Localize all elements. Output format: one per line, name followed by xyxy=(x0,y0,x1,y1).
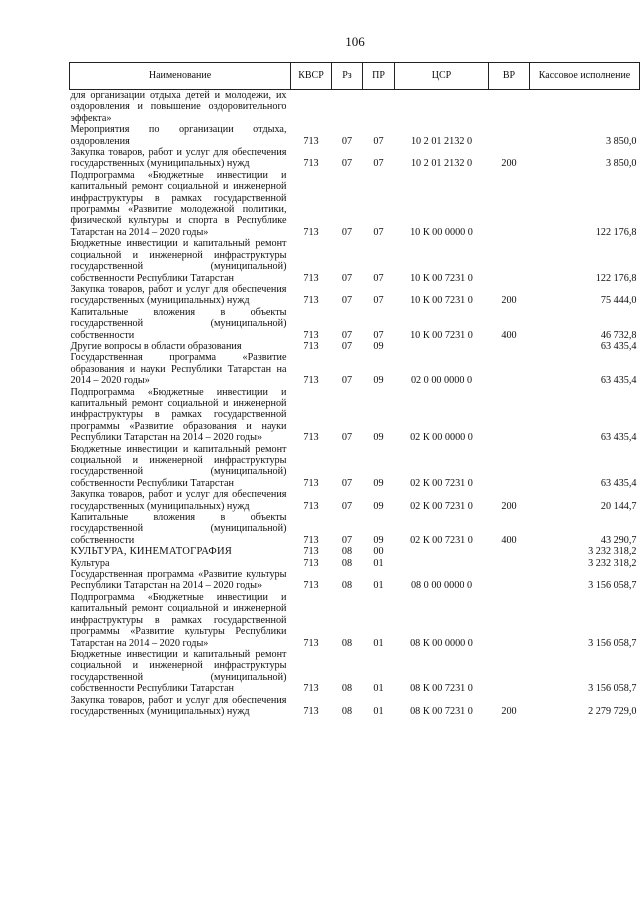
cell-sum: 3 850,0 xyxy=(605,158,637,170)
cell-rz: 07 xyxy=(341,329,353,341)
cell-pr: 09 xyxy=(373,375,384,387)
cell-pr: 09 xyxy=(373,500,384,512)
table-row xyxy=(70,124,640,147)
cell-name: Государственная программа «Развитие образования и науки Республики Татарстан на 2014 – 2020 годы» xyxy=(70,352,287,387)
cell-kvsr: 713 xyxy=(303,683,319,695)
cell-csr: 08 К 00 7231 0 xyxy=(410,683,473,695)
cell-kvsr: 713 xyxy=(303,272,319,284)
cell-name: Капитальные вложения в объекты государственной (муниципальной) собственности xyxy=(70,512,287,546)
cell-vr xyxy=(489,444,530,490)
budget-table-container xyxy=(69,62,639,717)
cell-sum: 3 850,0 xyxy=(605,135,637,147)
cell-name: Закупка товаров, работ и услуг для обеспечения государственных (муниципальных) нужд xyxy=(70,489,287,512)
cell-vr xyxy=(489,170,530,238)
table-row xyxy=(70,444,640,490)
cell-vr xyxy=(489,387,530,444)
cell-name: Подпрограмма «Бюджетные инвестиции и капитальный ремонт социальной и инженерной инфраструктуры в рамках государственной программы «Развитие молодежной политики, физической культуры и спорта в Республике Татарстан на 2014 – 2020 годы» xyxy=(70,169,287,238)
cell-rz: 07 xyxy=(341,375,353,387)
cell-csr: 02 К 00 0000 0 xyxy=(410,432,473,444)
cell-pr: 09 xyxy=(373,477,384,489)
table-row xyxy=(70,307,640,341)
cell-csr xyxy=(395,558,489,569)
cell-name: Закупка товаров, работ и услуг для обеспечения государственных (муниципальных) нужд xyxy=(70,147,287,170)
cell-name: Закупка товаров, работ и услуг для обеспечения государственных (муниципальных) нужд xyxy=(70,694,287,717)
header-pr: ПР xyxy=(363,63,395,90)
cell-sum: 122 176,8 xyxy=(595,226,637,238)
cell-kvsr: 713 xyxy=(303,500,319,512)
cell-rz: 07 xyxy=(341,135,353,147)
header-vr: ВР xyxy=(489,63,530,90)
cell-vr: 200 xyxy=(501,500,517,512)
cell-kvsr: 713 xyxy=(303,226,319,238)
cell-csr: 10 К 00 7231 0 xyxy=(410,329,473,341)
cell-vr xyxy=(489,649,530,695)
cell-pr: 07 xyxy=(373,226,384,238)
budget-table xyxy=(69,62,640,717)
cell-csr: 08 К 00 7231 0 xyxy=(410,705,473,717)
header-csr: ЦСР xyxy=(395,63,489,90)
cell-sum: 63 435,4 xyxy=(600,375,637,387)
cell-vr xyxy=(489,352,530,386)
cell-pr: 07 xyxy=(373,329,384,341)
cell-name: Государственная программа «Развитие культуры Республики Татарстан на 2014 – 2020 годы» xyxy=(70,569,287,592)
table-row xyxy=(70,558,640,569)
cell-rz xyxy=(332,90,363,125)
cell-rz: 07 xyxy=(341,226,353,238)
cell-kvsr: 713 xyxy=(303,158,319,170)
cell-pr: 09 xyxy=(373,432,384,444)
cell-sum xyxy=(530,90,640,125)
cell-kvsr: 713 xyxy=(303,557,319,569)
cell-pr: 01 xyxy=(373,557,384,569)
cell-sum: 75 444,0 xyxy=(600,295,637,307)
table-row xyxy=(70,512,640,546)
cell-pr: 07 xyxy=(373,158,384,170)
cell-name: Капитальные вложения в объекты государственной (муниципальной) собственности xyxy=(70,306,287,341)
cell-sum: 122 176,8 xyxy=(595,272,637,284)
cell-vr xyxy=(489,341,530,352)
cell-pr: 07 xyxy=(373,272,384,284)
cell-pr: 01 xyxy=(373,580,384,592)
cell-vr xyxy=(489,238,530,284)
cell-vr xyxy=(489,90,530,125)
header-rz: Рз xyxy=(332,63,363,90)
table-row xyxy=(70,387,640,444)
cell-name: Закупка товаров, работ и услуг для обеспечения государственных (муниципальных) нужд xyxy=(70,283,287,307)
cell-kvsr: 713 xyxy=(303,477,319,489)
cell-sum: 20 144,7 xyxy=(600,500,637,512)
cell-pr: 01 xyxy=(373,683,384,695)
cell-sum: 3 156 058,7 xyxy=(588,683,637,695)
table-row xyxy=(70,695,640,718)
cell-kvsr: 713 xyxy=(303,340,319,352)
cell-name: Другие вопросы в области образования xyxy=(70,340,242,352)
cell-sum: 3 156 058,7 xyxy=(588,637,637,649)
table-row xyxy=(70,489,640,512)
cell-kvsr: 713 xyxy=(303,637,319,649)
cell-sum: 43 290,7 xyxy=(600,534,637,546)
cell-sum: 63 435,4 xyxy=(600,477,637,489)
cell-csr xyxy=(395,90,489,125)
cell-rz: 07 xyxy=(341,158,353,170)
cell-sum: 3 232 318,2 xyxy=(588,546,637,558)
table-row xyxy=(70,592,640,649)
cell-kvsr xyxy=(291,90,332,125)
cell-vr: 400 xyxy=(501,534,517,546)
table-row xyxy=(70,352,640,386)
cell-vr xyxy=(489,124,530,147)
cell-csr: 02 0 00 0000 0 xyxy=(410,375,473,387)
cell-name: Подпрограмма «Бюджетные инвестиции и капитальный ремонт социальной и инженерной инфраструктуры в рамках государственной программы «Развитие культуры Республики Татарстан на 2014 – 2020 годы» xyxy=(70,591,287,649)
cell-vr xyxy=(489,558,530,569)
cell-pr: 07 xyxy=(373,295,384,307)
cell-name: Бюджетные инвестиции и капитальный ремонт социальной и инженерной инфраструктуры государственной (муниципальной) собственности Республики Татарстан xyxy=(70,443,287,489)
cell-kvsr: 713 xyxy=(303,135,319,147)
cell-vr xyxy=(489,592,530,649)
cell-rz: 07 xyxy=(341,500,353,512)
cell-kvsr: 713 xyxy=(303,295,319,307)
cell-kvsr: 713 xyxy=(303,705,319,717)
header-row xyxy=(70,63,640,90)
cell-csr: 10 2 01 2132 0 xyxy=(410,135,473,147)
cell-rz: 08 xyxy=(341,546,353,558)
cell-rz: 08 xyxy=(341,705,353,717)
table-row xyxy=(70,569,640,592)
cell-csr xyxy=(395,546,489,557)
cell-vr: 400 xyxy=(501,329,517,341)
cell-csr: 08 0 00 0000 0 xyxy=(410,580,473,592)
cell-name: Культура xyxy=(70,557,110,569)
cell-rz: 07 xyxy=(341,272,353,284)
table-row xyxy=(70,284,640,307)
cell-kvsr: 713 xyxy=(303,534,319,546)
table-row xyxy=(70,170,640,238)
table-row xyxy=(70,90,640,125)
cell-sum: 3 156 058,7 xyxy=(588,580,637,592)
table-row xyxy=(70,238,640,284)
cell-pr: 09 xyxy=(373,534,384,546)
table-row xyxy=(70,546,640,557)
cell-rz: 08 xyxy=(341,557,353,569)
cell-csr xyxy=(395,341,489,352)
cell-csr: 10 К 00 7231 0 xyxy=(410,272,473,284)
cell-pr: 07 xyxy=(373,135,384,147)
cell-sum: 3 232 318,2 xyxy=(588,557,637,569)
cell-csr: 02 К 00 7231 0 xyxy=(410,500,473,512)
header-name: Наименование xyxy=(70,63,291,90)
cell-name: Бюджетные инвестиции и капитальный ремонт социальной и инженерной инфраструктуры государственной (муниципальной) собственности Республики Татарстан xyxy=(70,238,287,284)
cell-kvsr: 713 xyxy=(303,329,319,341)
cell-csr: 02 К 00 7231 0 xyxy=(410,534,473,546)
cell-kvsr: 713 xyxy=(303,546,319,558)
cell-vr: 200 xyxy=(501,705,517,717)
cell-rz: 07 xyxy=(341,432,353,444)
cell-rz: 08 xyxy=(341,637,353,649)
cell-name: для организации отдыха детей и молодежи, их оздоровления и повышение оздоровительного эффекта» xyxy=(70,90,287,124)
cell-name: Бюджетные инвестиции и капитальный ремонт социальной и инженерной инфраструктуры государственной (муниципальной) собственности Республики Татарстан xyxy=(70,648,287,695)
table-row xyxy=(70,147,640,170)
cell-sum: 63 435,4 xyxy=(600,432,637,444)
cell-csr: 10 К 00 0000 0 xyxy=(410,226,473,238)
cell-sum: 46 732,8 xyxy=(600,329,637,341)
cell-csr: 10 2 01 2132 0 xyxy=(410,158,473,170)
table-body xyxy=(70,90,640,718)
cell-name: КУЛЬТУРА, КИНЕМАТОГРАФИЯ xyxy=(70,546,233,558)
cell-pr: 09 xyxy=(373,340,384,352)
page-number: 106 xyxy=(345,34,365,49)
cell-pr: 01 xyxy=(373,637,384,649)
cell-csr: 10 К 00 7231 0 xyxy=(410,295,473,307)
cell-vr xyxy=(489,569,530,592)
cell-rz: 07 xyxy=(341,534,353,546)
cell-vr: 200 xyxy=(501,158,517,170)
cell-rz: 08 xyxy=(341,683,353,695)
cell-sum: 2 279 729,0 xyxy=(588,705,637,717)
cell-rz: 07 xyxy=(341,340,353,352)
cell-name: Подпрограмма «Бюджетные инвестиции и капитальный ремонт социальной и инженерной инфраструктуры в рамках государственной программы «Развитие образования и науки Республики Татарстан на 2014 – 2020 годы» xyxy=(70,386,287,444)
table-header xyxy=(70,63,640,90)
table-row xyxy=(70,649,640,695)
cell-kvsr: 713 xyxy=(303,375,319,387)
cell-kvsr: 713 xyxy=(303,432,319,444)
cell-vr: 200 xyxy=(501,295,517,307)
cell-rz: 07 xyxy=(341,295,353,307)
cell-csr: 08 К 00 0000 0 xyxy=(410,637,473,649)
cell-csr: 02 К 00 7231 0 xyxy=(410,477,473,489)
cell-name: Мероприятия по организации отдыха, оздоровления xyxy=(70,124,287,147)
cell-pr xyxy=(363,90,395,125)
cell-vr xyxy=(489,546,530,557)
cell-rz: 08 xyxy=(341,580,353,592)
cell-sum: 63 435,4 xyxy=(600,340,637,352)
header-sum: Кассовое исполнение xyxy=(530,63,640,90)
header-kvsr: КВСР xyxy=(291,63,332,90)
cell-pr: 01 xyxy=(373,705,384,717)
cell-pr: 00 xyxy=(373,546,384,558)
cell-kvsr: 713 xyxy=(303,580,319,592)
table-row xyxy=(70,341,640,352)
cell-rz: 07 xyxy=(341,477,353,489)
